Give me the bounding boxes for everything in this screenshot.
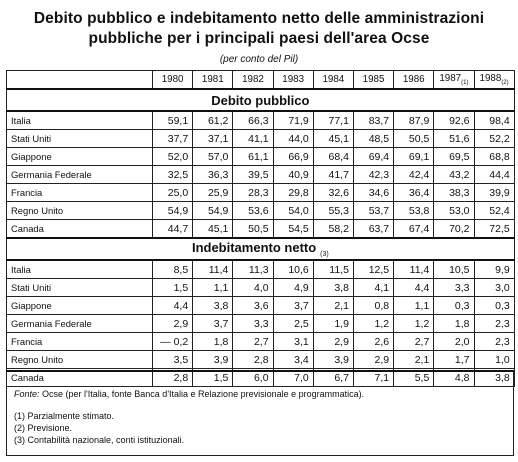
value-cell: 98,4 <box>474 111 514 130</box>
header-year: 1981 <box>193 71 233 90</box>
value-cell: 51,6 <box>434 130 474 148</box>
value-cell: 1,5 <box>153 279 193 297</box>
data-table <box>6 70 515 387</box>
title-line-1: Debito pubblico e indebitamento netto delle amministrazioni <box>33 10 485 27</box>
section-title <box>7 238 515 260</box>
value-cell: 2,9 <box>313 333 353 351</box>
value-cell: 4,4 <box>394 279 434 297</box>
country-cell: Italia <box>7 111 153 130</box>
value-cell: 54,0 <box>273 202 313 220</box>
country-cell: Germania Federale <box>7 166 153 184</box>
value-cell: 2,9 <box>353 351 393 369</box>
value-cell: 44,4 <box>474 166 514 184</box>
value-cell: 53,0 <box>434 202 474 220</box>
value-cell: 12,5 <box>353 260 393 279</box>
value-cell: 2,3 <box>474 333 514 351</box>
value-cell: 55,3 <box>313 202 353 220</box>
value-cell: 5,5 <box>394 369 434 387</box>
table-row <box>7 220 515 239</box>
value-cell: 83,7 <box>353 111 393 130</box>
value-cell: 28,3 <box>233 184 273 202</box>
title-line-2: pubbliche per i principali paesi dell'area Ocse <box>88 30 430 47</box>
value-cell: 3,7 <box>273 297 313 315</box>
value-cell: 1,2 <box>353 315 393 333</box>
value-cell: 9,9 <box>474 260 514 279</box>
value-cell: 52,2 <box>474 130 514 148</box>
value-cell: 77,1 <box>313 111 353 130</box>
footnote-ref: (2) <box>501 79 509 86</box>
value-cell: 44,7 <box>153 220 193 239</box>
table-row <box>7 111 515 130</box>
value-cell: 2,6 <box>353 333 393 351</box>
value-cell: 6,0 <box>233 369 273 387</box>
value-cell: 2,1 <box>394 351 434 369</box>
value-cell: 4,8 <box>434 369 474 387</box>
value-cell: 11,5 <box>313 260 353 279</box>
footer-notes <box>6 370 514 456</box>
value-cell: 50,5 <box>233 220 273 239</box>
table-body <box>7 89 515 387</box>
value-cell: 66,3 <box>233 111 273 130</box>
value-cell: 11,3 <box>233 260 273 279</box>
value-cell: 10,5 <box>434 260 474 279</box>
country-cell: Italia <box>7 260 153 279</box>
table-row <box>7 333 515 351</box>
country-cell: Germania Federale <box>7 315 153 333</box>
value-cell: 37,1 <box>193 130 233 148</box>
section-title <box>7 89 515 111</box>
value-cell: 7,0 <box>273 369 313 387</box>
value-cell: 7,1 <box>353 369 393 387</box>
value-cell: 68,8 <box>474 148 514 166</box>
value-cell: 1,9 <box>313 315 353 333</box>
value-cell: 42,3 <box>353 166 393 184</box>
table-row <box>7 315 515 333</box>
value-cell: 36,3 <box>193 166 233 184</box>
value-cell: 3,5 <box>153 351 193 369</box>
value-cell: 2,1 <box>313 297 353 315</box>
value-cell: 58,2 <box>313 220 353 239</box>
value-cell: 48,5 <box>353 130 393 148</box>
value-cell: 42,4 <box>394 166 434 184</box>
value-cell: 53,7 <box>353 202 393 220</box>
value-cell: 87,9 <box>394 111 434 130</box>
table-row <box>7 279 515 297</box>
value-cell: 2,9 <box>153 315 193 333</box>
value-cell: 32,5 <box>153 166 193 184</box>
footnote: (2) Previsione. <box>14 423 73 433</box>
header-row <box>7 71 515 90</box>
value-cell: 25,9 <box>193 184 233 202</box>
section-title-text: Debito pubblico <box>211 92 310 108</box>
value-cell: 2,8 <box>233 351 273 369</box>
value-cell: 3,8 <box>474 369 514 387</box>
country-cell: Canada <box>7 369 153 387</box>
country-cell: Giappone <box>7 297 153 315</box>
value-cell: 0,3 <box>434 297 474 315</box>
table-row <box>7 130 515 148</box>
value-cell: 3,0 <box>474 279 514 297</box>
value-cell: 11,4 <box>193 260 233 279</box>
header-year: 1988$^{(2)}$ <box>474 71 514 90</box>
country-cell: Francia <box>7 184 153 202</box>
country-cell: Regno Unito <box>7 351 153 369</box>
value-cell: 41,1 <box>233 130 273 148</box>
header-year: 1982 <box>233 71 273 90</box>
value-cell: 0,3 <box>474 297 514 315</box>
table-row <box>7 166 515 184</box>
value-cell: 1,1 <box>394 297 434 315</box>
section-header-row <box>7 89 515 111</box>
footnote-ref: (1) <box>461 79 469 86</box>
value-cell: 1,0 <box>474 351 514 369</box>
value-cell: 3,3 <box>434 279 474 297</box>
header-country-cell <box>7 71 153 90</box>
table-row <box>7 260 515 279</box>
value-cell: — 0,2 <box>153 333 193 351</box>
value-cell: 92,6 <box>434 111 474 130</box>
value-cell: 2,3 <box>474 315 514 333</box>
table-title <box>0 9 518 49</box>
value-cell: 3,8 <box>313 279 353 297</box>
country-cell: Regno Unito <box>7 202 153 220</box>
value-cell: 37,7 <box>153 130 193 148</box>
value-cell: 2,7 <box>394 333 434 351</box>
header-year: 1987$^{(1)}$ <box>434 71 474 90</box>
value-cell: 8,5 <box>153 260 193 279</box>
value-cell: 53,6 <box>233 202 273 220</box>
value-cell: 67,4 <box>394 220 434 239</box>
country-cell: Canada <box>7 220 153 239</box>
value-cell: 39,9 <box>474 184 514 202</box>
value-cell: 38,3 <box>434 184 474 202</box>
value-cell: 3,7 <box>193 315 233 333</box>
value-cell: 53,8 <box>394 202 434 220</box>
value-cell: 69,5 <box>434 148 474 166</box>
value-cell: 0,8 <box>353 297 393 315</box>
value-cell: 3,9 <box>193 351 233 369</box>
table-row <box>7 351 515 369</box>
value-cell: 1,8 <box>434 315 474 333</box>
value-cell: 63,7 <box>353 220 393 239</box>
value-cell: 44,0 <box>273 130 313 148</box>
value-cell: 3,3 <box>233 315 273 333</box>
header-year: 1984 <box>313 71 353 90</box>
section-header-row <box>7 238 515 260</box>
footnote: (3) Contabilità nazionale, conti istituzionali. <box>14 435 185 445</box>
value-cell: 45,1 <box>313 130 353 148</box>
value-cell: 2,5 <box>273 315 313 333</box>
value-cell: 2,7 <box>233 333 273 351</box>
value-cell: 2,0 <box>434 333 474 351</box>
country-cell: Stati Uniti <box>7 130 153 148</box>
footnote-ref: (3) <box>320 250 329 258</box>
value-cell: 3,1 <box>273 333 313 351</box>
value-cell: 50,5 <box>394 130 434 148</box>
value-cell: 72,5 <box>474 220 514 239</box>
value-cell: 11,4 <box>394 260 434 279</box>
table-subtitle: (per conto del Pil) <box>219 54 299 65</box>
table-row <box>7 184 515 202</box>
country-cell: Stati Uniti <box>7 279 153 297</box>
value-cell: 69,4 <box>353 148 393 166</box>
value-cell: 61,1 <box>233 148 273 166</box>
header-year: 1980 <box>153 71 193 90</box>
value-cell: 34,6 <box>353 184 393 202</box>
value-cell: 66,9 <box>273 148 313 166</box>
value-cell: 4,4 <box>153 297 193 315</box>
source-text: Ocse (per l'Italia, fonte Banca d'Italia e Relazione previsionale e programmatica). <box>42 389 365 399</box>
value-cell: 39,5 <box>233 166 273 184</box>
value-cell: 45,1 <box>193 220 233 239</box>
value-cell: 36,4 <box>394 184 434 202</box>
footnote: (1) Parzialmente stimato. <box>14 411 115 421</box>
value-cell: 61,2 <box>193 111 233 130</box>
value-cell: 32,6 <box>313 184 353 202</box>
value-cell: 4,1 <box>353 279 393 297</box>
value-cell: 3,8 <box>193 297 233 315</box>
value-cell: 43,2 <box>434 166 474 184</box>
value-cell: 57,0 <box>193 148 233 166</box>
value-cell: 3,4 <box>273 351 313 369</box>
source-line <box>14 388 364 400</box>
value-cell: 54,9 <box>153 202 193 220</box>
value-cell: 1,2 <box>394 315 434 333</box>
value-cell: 52,4 <box>474 202 514 220</box>
value-cell: 25,0 <box>153 184 193 202</box>
value-cell: 29,8 <box>273 184 313 202</box>
source-label: Fonte: <box>14 389 40 399</box>
value-cell: 3,6 <box>233 297 273 315</box>
value-cell: 71,9 <box>273 111 313 130</box>
value-cell: 54,9 <box>193 202 233 220</box>
value-cell: 10,6 <box>273 260 313 279</box>
header-year: 1983 <box>273 71 313 90</box>
header-year: 1985 <box>353 71 393 90</box>
value-cell: 52,0 <box>153 148 193 166</box>
value-cell: 54,5 <box>273 220 313 239</box>
value-cell: 4,0 <box>233 279 273 297</box>
table-row <box>7 202 515 220</box>
value-cell: 1,5 <box>193 369 233 387</box>
value-cell: 6,7 <box>313 369 353 387</box>
country-cell: Francia <box>7 333 153 351</box>
value-cell: 69,1 <box>394 148 434 166</box>
table-row <box>7 297 515 315</box>
table-row <box>7 148 515 166</box>
footnotes <box>14 410 184 446</box>
value-cell: 1,7 <box>434 351 474 369</box>
value-cell: 68,4 <box>313 148 353 166</box>
value-cell: 2,8 <box>153 369 193 387</box>
value-cell: 70,2 <box>434 220 474 239</box>
section-title-text: Indebitamento netto <box>191 240 317 256</box>
value-cell: 3,9 <box>313 351 353 369</box>
header-year: 1986 <box>394 71 434 90</box>
value-cell: 4,9 <box>273 279 313 297</box>
value-cell: 1,8 <box>193 333 233 351</box>
country-cell: Giappone <box>7 148 153 166</box>
value-cell: 41,7 <box>313 166 353 184</box>
value-cell: 1,1 <box>193 279 233 297</box>
value-cell: 59,1 <box>153 111 193 130</box>
value-cell: 40,9 <box>273 166 313 184</box>
